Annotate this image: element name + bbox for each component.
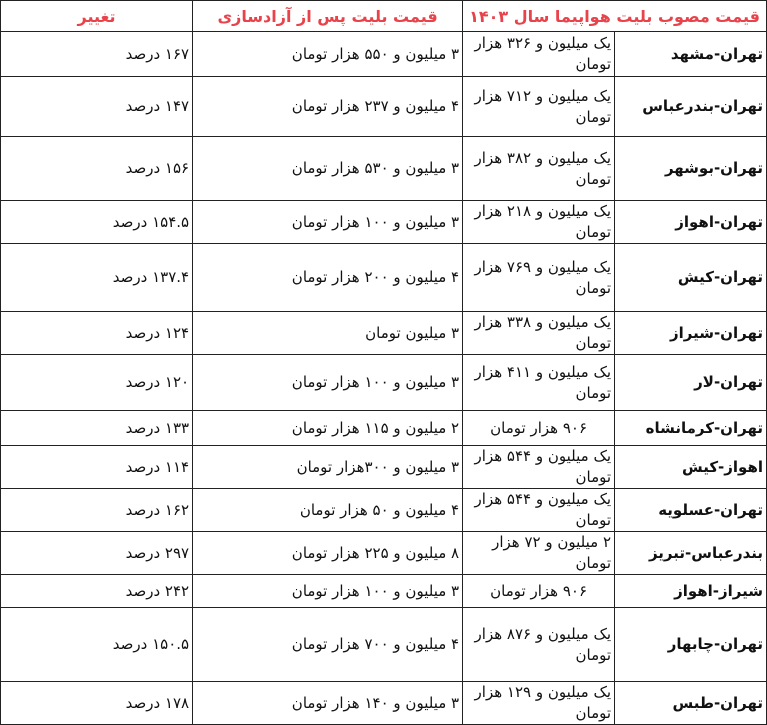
approved-price-cell: یک میلیون و ۵۴۴ هزار تومان xyxy=(463,446,615,489)
change-cell: ۱۴۷ درصد xyxy=(1,77,193,137)
new-price-cell: ۳ میلیون و ۱۴۰ هزار تومان xyxy=(193,682,463,725)
change-cell: ۱۶۷ درصد xyxy=(1,32,193,77)
route-cell: تهران-شیراز xyxy=(615,312,767,355)
table-row xyxy=(1,244,767,312)
table-row xyxy=(1,532,767,575)
change-cell: ۱۱۴ درصد xyxy=(1,446,193,489)
table-row xyxy=(1,201,767,244)
new-price-cell: ۳ میلیون و ۱۰۰ هزار تومان xyxy=(193,575,463,608)
change-cell: ۱۳۷.۴ درصد xyxy=(1,244,193,312)
route-cell: تهران-بوشهر xyxy=(615,137,767,201)
new-price-cell: ۴ میلیون و ۲۰۰ هزار تومان xyxy=(193,244,463,312)
table-row xyxy=(1,77,767,137)
approved-price-cell: یک میلیون و ۳۸۲ هزار تومان xyxy=(463,137,615,201)
route-cell: تهران-طبس xyxy=(615,682,767,725)
route-cell: تهران-لار xyxy=(615,355,767,411)
change-cell: ۱۵۶ درصد xyxy=(1,137,193,201)
route-cell: تهران-کرمانشاه xyxy=(615,411,767,446)
header-approved-price: قیمت مصوب بلیت هواپیما سال ۱۴۰۳ xyxy=(463,1,767,32)
new-price-cell: ۳ میلیون و ۱۰۰ هزار تومان xyxy=(193,355,463,411)
approved-price-cell: یک میلیون و ۷۶۹ هزار تومان xyxy=(463,244,615,312)
route-cell: تهران-چابهار xyxy=(615,608,767,682)
table-row xyxy=(1,312,767,355)
route-cell: تهران-مشهد xyxy=(615,32,767,77)
route-cell: تهران-عسلویه xyxy=(615,489,767,532)
change-cell: ۱۶۲ درصد xyxy=(1,489,193,532)
route-cell: تهران-کیش xyxy=(615,244,767,312)
route-cell: شیراز-اهواز xyxy=(615,575,767,608)
header-price-after-liberalization: قیمت بلیت پس از آزادسازی xyxy=(193,1,463,32)
change-cell: ۱۲۴ درصد xyxy=(1,312,193,355)
new-price-cell: ۳ میلیون و ۵۳۰ هزار تومان xyxy=(193,137,463,201)
approved-price-cell: ۹۰۶ هزار تومان xyxy=(463,575,615,608)
new-price-cell: ۳ میلیون و ۳۰۰هزار تومان xyxy=(193,446,463,489)
approved-price-cell: یک میلیون و ۲۱۸ هزار تومان xyxy=(463,201,615,244)
table-header-row xyxy=(1,1,767,32)
route-cell: تهران-بندرعباس xyxy=(615,77,767,137)
new-price-cell: ۳ میلیون و ۱۰۰ هزار تومان xyxy=(193,201,463,244)
approved-price-cell: ۹۰۶ هزار تومان xyxy=(463,411,615,446)
approved-price-cell: یک میلیون و ۷۱۲ هزار تومان xyxy=(463,77,615,137)
table-row xyxy=(1,137,767,201)
change-cell: ۲۴۲ درصد xyxy=(1,575,193,608)
table-row xyxy=(1,355,767,411)
route-cell: بندرعباس-تبریز xyxy=(615,532,767,575)
table-row xyxy=(1,489,767,532)
new-price-cell: ۸ میلیون و ۲۲۵ هزار تومان xyxy=(193,532,463,575)
change-cell: ۲۹۷ درصد xyxy=(1,532,193,575)
new-price-cell: ۲ میلیون و ۱۱۵ هزار تومان xyxy=(193,411,463,446)
route-cell: تهران-اهواز xyxy=(615,201,767,244)
change-cell: ۱۵۴.۵ درصد xyxy=(1,201,193,244)
approved-price-cell: یک میلیون و ۳۳۸ هزار تومان xyxy=(463,312,615,355)
new-price-cell: ۳ میلیون تومان xyxy=(193,312,463,355)
approved-price-cell: ۲ میلیون و ۷۲ هزار تومان xyxy=(463,532,615,575)
table-row xyxy=(1,608,767,682)
table-row xyxy=(1,575,767,608)
approved-price-cell: یک میلیون و ۱۲۹ هزار تومان xyxy=(463,682,615,725)
new-price-cell: ۳ میلیون و ۵۵۰ هزار تومان xyxy=(193,32,463,77)
route-cell: اهواز-کیش xyxy=(615,446,767,489)
change-cell: ۱۲۰ درصد xyxy=(1,355,193,411)
approved-price-cell: یک میلیون و ۸۷۶ هزار تومان xyxy=(463,608,615,682)
new-price-cell: ۴ میلیون و ۵۰ هزار تومان xyxy=(193,489,463,532)
new-price-cell: ۴ میلیون و ۷۰۰ هزار تومان xyxy=(193,608,463,682)
table-row xyxy=(1,682,767,725)
change-cell: ۱۳۳ درصد xyxy=(1,411,193,446)
header-change: تغییر xyxy=(1,1,193,32)
table-row xyxy=(1,446,767,489)
change-cell: ۱۷۸ درصد xyxy=(1,682,193,725)
table-row xyxy=(1,32,767,77)
approved-price-cell: یک میلیون و ۵۴۴ هزار تومان xyxy=(463,489,615,532)
change-cell: ۱۵۰.۵ درصد xyxy=(1,608,193,682)
new-price-cell: ۴ میلیون و ۲۳۷ هزار تومان xyxy=(193,77,463,137)
approved-price-cell: یک میلیون و ۳۲۶ هزار تومان xyxy=(463,32,615,77)
table-row xyxy=(1,411,767,446)
approved-price-cell: یک میلیون و ۴۱۱ هزار تومان xyxy=(463,355,615,411)
